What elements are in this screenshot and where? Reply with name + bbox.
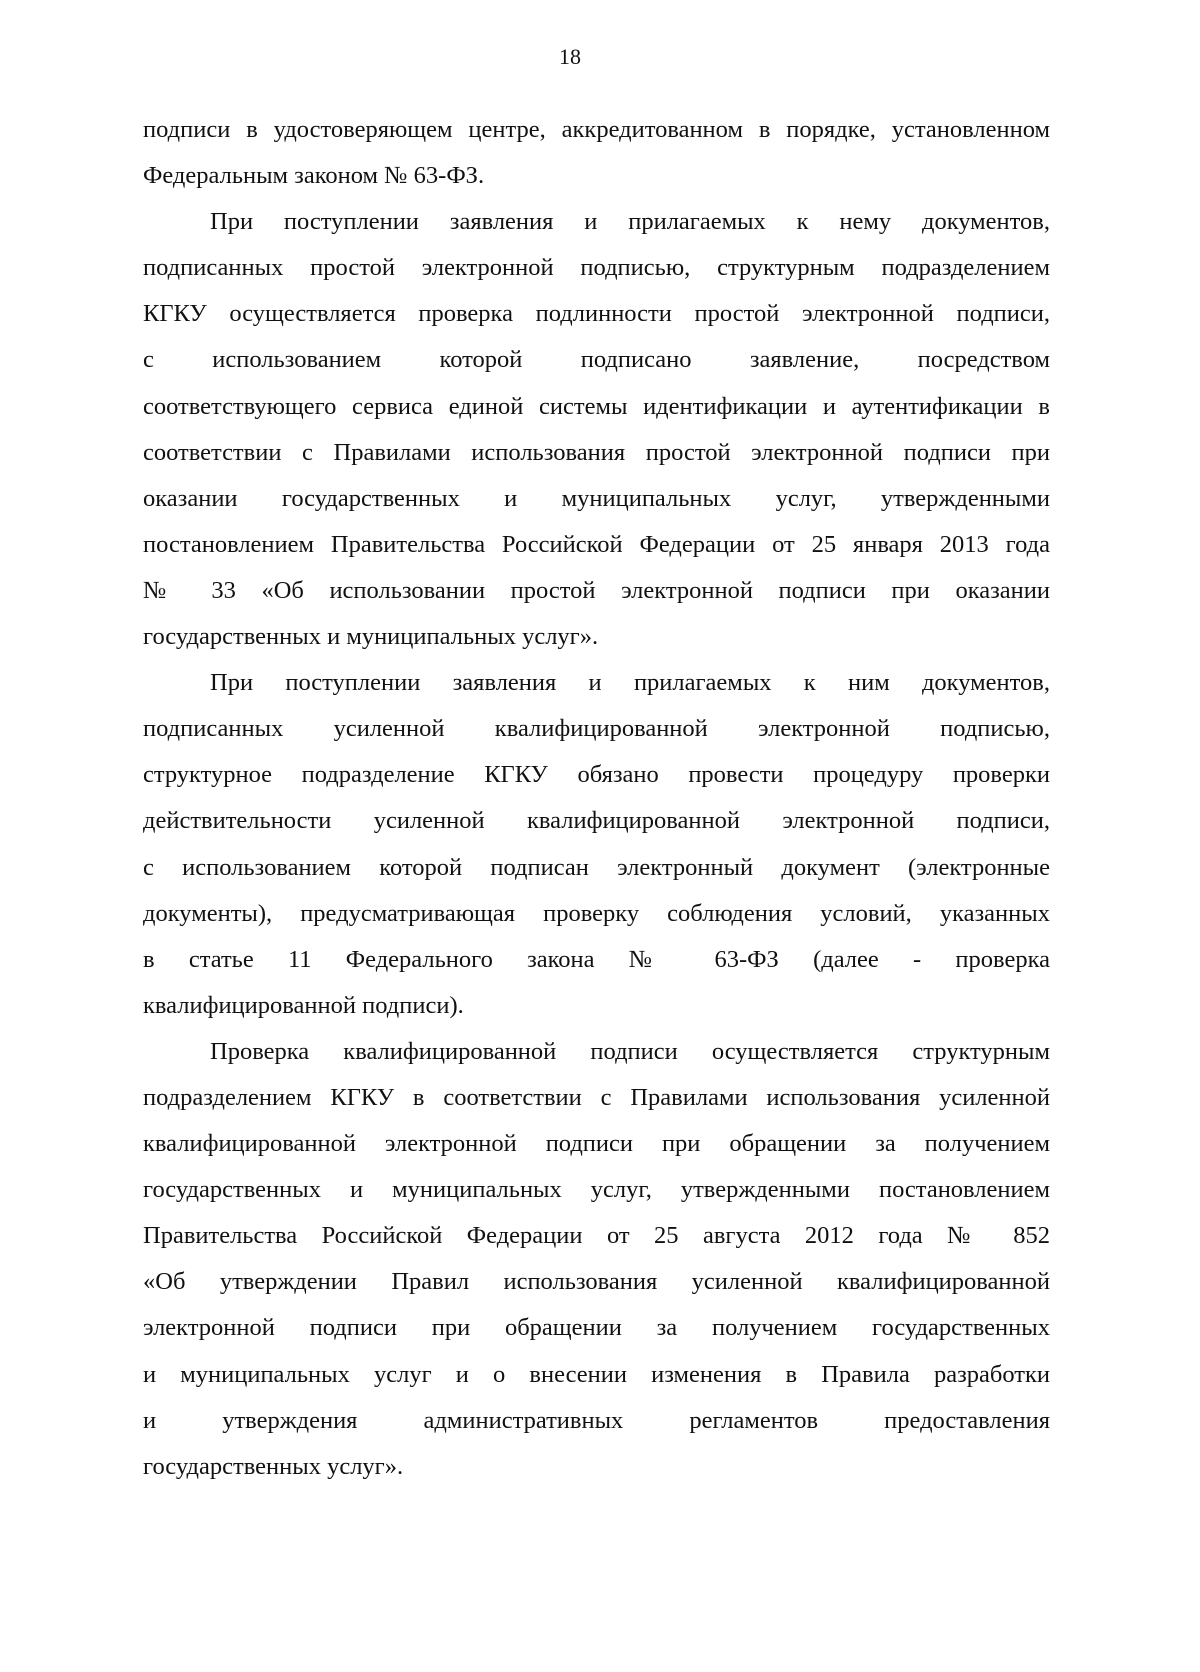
text-line: государственных и муниципальных услуг, утвержденными постановлением [143, 1176, 1050, 1204]
text-line: подписи в удостоверяющем центре, аккредитованном в порядке, установленном [143, 116, 1050, 143]
text-line: подразделением КГКУ в соответствии с Правилами использования усиленной [143, 1083, 1050, 1111]
paragraph [143, 107, 1050, 199]
document-body [143, 107, 1050, 1490]
text-line: и утверждения административных регламентов предоставления [143, 1406, 1050, 1434]
text-line: КГКУ осуществляется проверка подлинности простой электронной подписи, [143, 300, 1050, 328]
text-line: «Об утверждении Правил использования усиленной квалифицированной [143, 1268, 1050, 1296]
text-line: электронной подписи при обращении за получением государственных [143, 1314, 1050, 1342]
text-line: соответствующего сервиса единой системы идентификации и аутентификации в [143, 392, 1050, 420]
paragraph [143, 199, 1050, 660]
text-line: Проверка квалифицированной подписи осуществляется структурным [210, 1037, 1050, 1065]
text-line: с использованием которой подписан электронный документ (электронные [143, 853, 1050, 881]
text-line: действительности усиленной квалифицированной электронной подписи, [143, 807, 1050, 835]
text-line: № 33 «Об использовании простой электронной подписи при оказании [143, 576, 1050, 604]
text-line: документы), предусматривающая проверку соблюдения условий, указанных [143, 899, 1050, 927]
text-line: При поступлении заявления и прилагаемых к ним документов, [210, 669, 1050, 697]
text-line: квалифицированной электронной подписи при обращении за получением [143, 1130, 1050, 1158]
text-line: квалифицированной подписи). [143, 991, 464, 1019]
text-line: оказании государственных и муниципальных услуг, утвержденными [143, 484, 1050, 512]
text-line: и муниципальных услуг и о внесении изменения в Правила разработки [143, 1360, 1050, 1388]
text-line: структурное подразделение КГКУ обязано провести процедуру проверки [143, 761, 1050, 789]
text-line: постановлением Правительства Российской Федерации от 25 января 2013 года [143, 530, 1050, 558]
paragraph [143, 660, 1050, 1029]
text-line: государственных услуг». [143, 1452, 404, 1480]
text-line: в статье 11 Федерального закона № 63-ФЗ (далее - проверка [143, 945, 1050, 973]
text-line: с использованием которой подписано заявление, посредством [143, 346, 1050, 374]
text-line: соответствии с Правилами использования простой электронной подписи при [143, 438, 1050, 466]
paragraph [143, 1029, 1050, 1490]
text-line: Правительства Российской Федерации от 25 августа 2012 года № 852 [143, 1222, 1050, 1250]
text-line: государственных и муниципальных услуг». [143, 623, 599, 651]
text-line: подписанных усиленной квалифицированной электронной подписью, [143, 715, 1050, 743]
page-number: 18 [559, 44, 581, 69]
text-line: подписанных простой электронной подписью, структурным подразделением [143, 254, 1050, 282]
text-line: При поступлении заявления и прилагаемых к нему документов, [210, 208, 1050, 236]
text-line: Федеральным законом № 63-ФЗ. [143, 162, 485, 190]
